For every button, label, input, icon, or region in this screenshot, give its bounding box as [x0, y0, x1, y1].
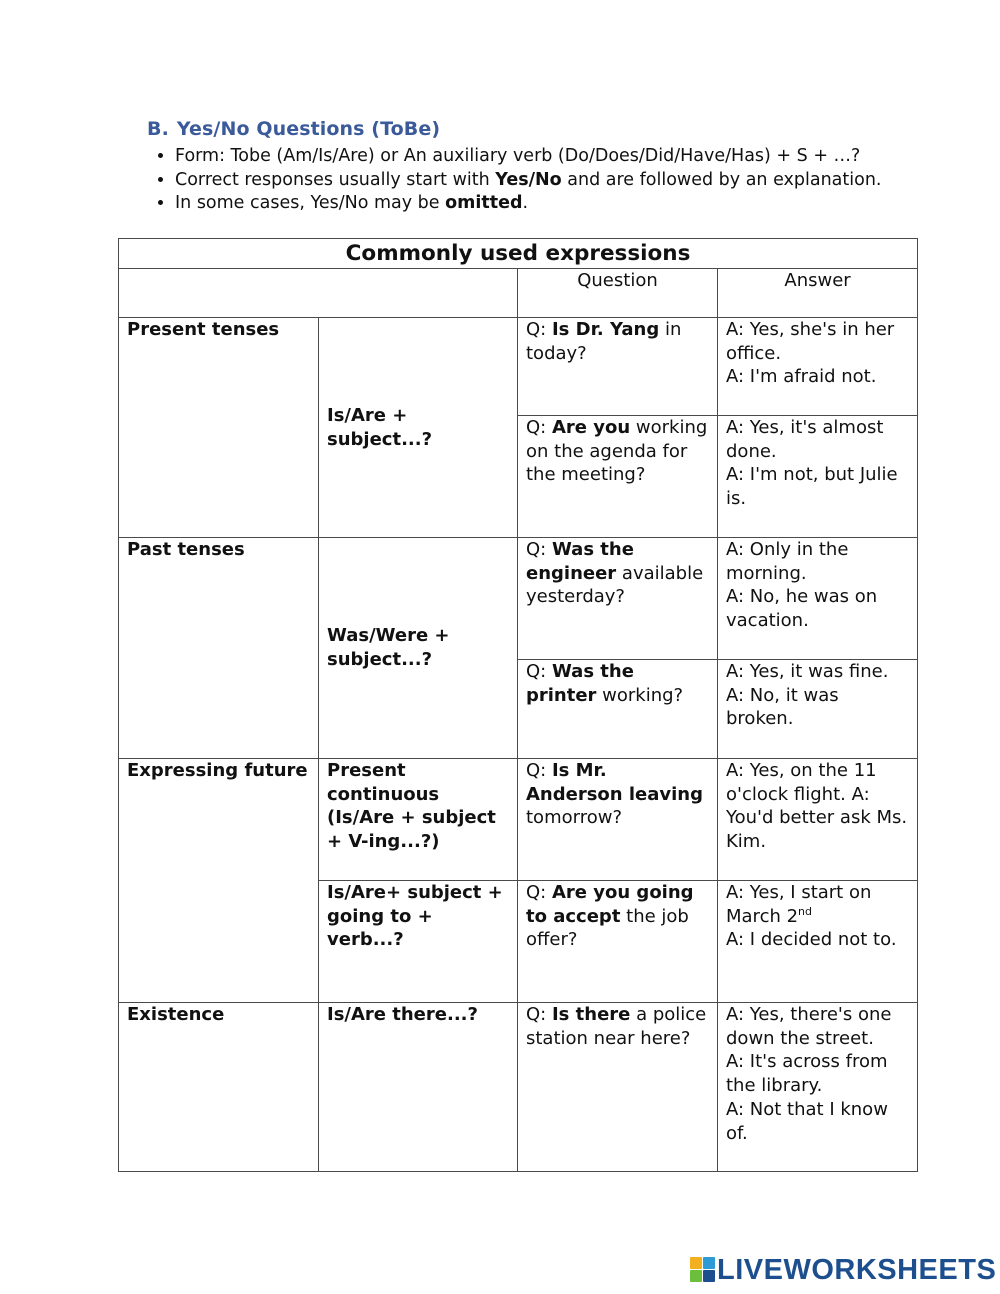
- form-existence: Is/Are there...?: [319, 1003, 518, 1172]
- form-present: Is/Are + subject...?: [319, 318, 518, 538]
- form-future-going-to: Is/Are+ subject + going to + verb...?: [319, 881, 518, 1003]
- category-past-tenses: Past tenses: [119, 538, 319, 759]
- column-header-answer: Answer: [718, 269, 918, 318]
- logo-mark-icon: [690, 1257, 715, 1283]
- section-title: Yes/No Questions (ToBe): [176, 118, 441, 140]
- question-cell: Q: Is there a police station near here?: [518, 1003, 718, 1172]
- category-existence: Existence: [119, 1003, 319, 1172]
- category-present-tenses: Present tenses: [119, 318, 319, 538]
- section-letter: B.: [147, 118, 169, 140]
- expressions-table: [118, 238, 918, 1172]
- column-header-question: Question: [518, 269, 718, 318]
- question-cell: Q: Is Dr. Yang in today?: [518, 318, 718, 416]
- question-cell: Q: Are you going to accept the job offer?: [518, 881, 718, 1003]
- bullet-item: • Form: Tobe (Am/Is/Are) or An auxiliary verb (Do/Does/Did/Have/Has) + S + …?: [175, 145, 955, 169]
- logo-text: LIVEWORKSHEETS: [717, 1253, 997, 1286]
- question-cell: Q: Was the printer working?: [518, 660, 718, 759]
- category-expressing-future: Expressing future: [119, 759, 319, 1003]
- empty-header-cell: [119, 269, 518, 318]
- question-cell: Q: Are you working on the agenda for the meeting?: [518, 416, 718, 538]
- section-heading: [147, 118, 440, 140]
- question-cell: Q: Was the engineer available yesterday?: [518, 538, 718, 660]
- answer-cell: A: Yes, it's almost done. A: I'm not, but Julie is.: [718, 416, 918, 538]
- bullet-item: • Correct responses usually start with Yes/No and are followed by an explanation.: [175, 169, 955, 193]
- question-cell: Q: Is Mr. Anderson leaving tomorrow?: [518, 759, 718, 881]
- answer-cell: A: Yes, there's one down the street. A: It's across from the library. A: Not that I know of.: [718, 1003, 918, 1172]
- answer-cell: A: Yes, she's in her office. A: I'm afraid not.: [718, 318, 918, 416]
- form-past: Was/Were + subject...?: [319, 538, 518, 759]
- bullet-list: [150, 145, 955, 216]
- answer-cell: A: Yes, it was fine. A: No, it was broken.: [718, 660, 918, 759]
- answer-cell: A: Yes, I start on March 2nd A: I decided not to.: [718, 881, 918, 1003]
- form-future-continuous: Present continuous (Is/Are + subject + V-ing...?): [319, 759, 518, 881]
- bullet-item: • In some cases, Yes/No may be omitted.: [175, 192, 955, 216]
- answer-cell: A: Yes, on the 11 o'clock flight. A: You'd better ask Ms. Kim.: [718, 759, 918, 881]
- answer-cell: A: Only in the morning. A: No, he was on vacation.: [718, 538, 918, 660]
- table-title: Commonly used expressions: [119, 239, 918, 269]
- liveworksheets-logo: [690, 1254, 996, 1286]
